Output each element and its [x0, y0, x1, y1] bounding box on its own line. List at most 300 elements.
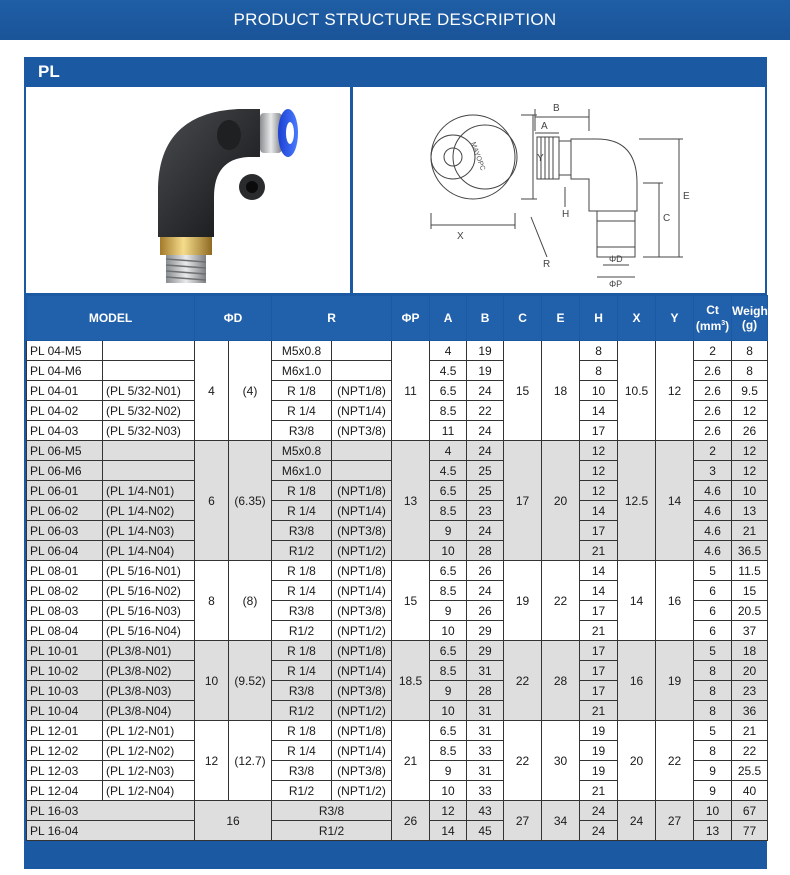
- p-cell: 15: [392, 561, 430, 641]
- model-cell: PL 10-01: [27, 641, 103, 661]
- table-row: [27, 441, 768, 461]
- model-cell: PL 06-03: [27, 521, 103, 541]
- header-p: ΦP: [392, 296, 430, 341]
- npt-cell: (NPT1/4): [332, 401, 392, 421]
- thread-cell: R3/8: [272, 601, 332, 621]
- weight-cell: 37: [732, 621, 768, 641]
- weight-cell: 36.5: [732, 541, 768, 561]
- b-cell: 25: [467, 461, 504, 481]
- dimension-diagram: [353, 87, 765, 293]
- tube-od-cell: 6: [195, 441, 229, 561]
- model-cell: PL 04-01: [27, 381, 103, 401]
- npt-cell: (NPT1/4): [332, 741, 392, 761]
- model-inch-cell: (PL 5/16-N02): [103, 581, 195, 601]
- npt-cell: (NPT1/8): [332, 721, 392, 741]
- model-cell: PL 06-M5: [27, 441, 103, 461]
- npt-cell: (NPT1/8): [332, 641, 392, 661]
- h-cell: 21: [580, 781, 618, 801]
- header-h: H: [580, 296, 618, 341]
- header-d: ΦD: [195, 296, 272, 341]
- ct-cell: 5: [694, 641, 732, 661]
- a-cell: 4: [430, 441, 467, 461]
- npt-cell: (NPT1/2): [332, 621, 392, 641]
- h-cell: 17: [580, 661, 618, 681]
- model-inch-cell: (PL 1/4-N04): [103, 541, 195, 561]
- weight-cell: 15: [732, 581, 768, 601]
- e-cell: 28: [542, 641, 580, 721]
- label-y: Y: [537, 153, 544, 164]
- h-cell: 14: [580, 501, 618, 521]
- ct-cell: 2: [694, 341, 732, 361]
- h-cell: 24: [580, 801, 618, 821]
- header-e: E: [542, 296, 580, 341]
- y-cell: 16: [656, 561, 694, 641]
- b-cell: 33: [467, 741, 504, 761]
- a-cell: 10: [430, 541, 467, 561]
- npt-cell: (NPT1/4): [332, 581, 392, 601]
- b-cell: 43: [467, 801, 504, 821]
- c-cell: 15: [504, 341, 542, 441]
- x-cell: 24: [618, 801, 656, 841]
- thread-cell: R 1/4: [272, 501, 332, 521]
- b-cell: 24: [467, 381, 504, 401]
- model-cell: PL 16-03: [27, 801, 195, 821]
- model-inch-cell: (PL3/8-N01): [103, 641, 195, 661]
- ct-cell: 6: [694, 601, 732, 621]
- h-cell: 14: [580, 401, 618, 421]
- weight-cell: 12: [732, 401, 768, 421]
- elbow-body: [571, 139, 637, 211]
- label-e: E: [683, 191, 690, 202]
- tube-od-inch-cell: (9.52): [229, 641, 272, 721]
- h-cell: 17: [580, 521, 618, 541]
- tube-od-cell: 4: [195, 341, 229, 441]
- model-inch-cell: [103, 441, 195, 461]
- b-cell: 31: [467, 701, 504, 721]
- model-cell: PL 08-02: [27, 581, 103, 601]
- c-cell: 17: [504, 441, 542, 561]
- model-inch-cell: [103, 361, 195, 381]
- model-cell: PL 04-M5: [27, 341, 103, 361]
- thread-cell: M6x1.0: [272, 361, 332, 381]
- x-cell: 10.5: [618, 341, 656, 441]
- a-cell: 8.5: [430, 741, 467, 761]
- h-cell: 8: [580, 341, 618, 361]
- ct-cell: 13: [694, 821, 732, 841]
- a-cell: 11: [430, 421, 467, 441]
- weight-cell: 18: [732, 641, 768, 661]
- y-cell: 19: [656, 641, 694, 721]
- npt-cell: [332, 361, 392, 381]
- model-inch-cell: [103, 461, 195, 481]
- h-cell: 14: [580, 561, 618, 581]
- ring-text: MAYOPC: [469, 141, 486, 172]
- thread-cell: R1/2: [272, 701, 332, 721]
- ct-cell: 2.6: [694, 401, 732, 421]
- thread-cell: M6x1.0: [272, 461, 332, 481]
- b-cell: 22: [467, 401, 504, 421]
- h-cell: 21: [580, 701, 618, 721]
- thread-cell: R 1/8: [272, 481, 332, 501]
- a-cell: 9: [430, 521, 467, 541]
- table-row: [27, 641, 768, 661]
- b-cell: 28: [467, 681, 504, 701]
- model-cell: PL 04-03: [27, 421, 103, 441]
- ct-cell: 8: [694, 681, 732, 701]
- weight-cell: 23: [732, 681, 768, 701]
- a-cell: 8.5: [430, 661, 467, 681]
- model-inch-cell: (PL3/8-N02): [103, 661, 195, 681]
- weight-cell: 67: [732, 801, 768, 821]
- thread-cell: R 1/4: [272, 661, 332, 681]
- h-cell: 17: [580, 421, 618, 441]
- b-cell: 24: [467, 421, 504, 441]
- a-cell: 4.5: [430, 461, 467, 481]
- label-b: B: [553, 103, 560, 114]
- b-cell: 29: [467, 621, 504, 641]
- model-cell: PL 06-01: [27, 481, 103, 501]
- table-row: [27, 801, 768, 821]
- label-c: C: [663, 213, 671, 224]
- label-h: H: [562, 209, 570, 220]
- table-row: [27, 341, 768, 361]
- thread-cell: R 1/4: [272, 741, 332, 761]
- model-inch-cell: (PL 1/2-N02): [103, 741, 195, 761]
- b-cell: 31: [467, 761, 504, 781]
- p-cell: 13: [392, 441, 430, 561]
- weight-cell: 20.5: [732, 601, 768, 621]
- npt-cell: (NPT1/4): [332, 661, 392, 681]
- npt-cell: (NPT1/4): [332, 501, 392, 521]
- npt-cell: (NPT1/8): [332, 381, 392, 401]
- weight-cell: 9.5: [732, 381, 768, 401]
- a-cell: 9: [430, 761, 467, 781]
- model-cell: PL 06-02: [27, 501, 103, 521]
- b-cell: 29: [467, 641, 504, 661]
- page-banner: [0, 0, 790, 40]
- c-cell: 22: [504, 721, 542, 801]
- elbow-fitting-image: [26, 87, 350, 293]
- ct-cell: 9: [694, 761, 732, 781]
- h-cell: 17: [580, 641, 618, 661]
- npt-cell: (NPT1/2): [332, 541, 392, 561]
- a-cell: 10: [430, 781, 467, 801]
- model-cell: PL 08-03: [27, 601, 103, 621]
- table-row: [27, 721, 768, 741]
- header-model: MODEL: [27, 296, 195, 341]
- tube-od-cell: 10: [195, 641, 229, 721]
- a-cell: 8.5: [430, 401, 467, 421]
- a-cell: 9: [430, 601, 467, 621]
- a-cell: 8.5: [430, 501, 467, 521]
- front-view-right-ring: [453, 125, 517, 189]
- model-cell: PL 10-03: [27, 681, 103, 701]
- thread-cell: R 1/8: [272, 561, 332, 581]
- weight-cell: 12: [732, 461, 768, 481]
- e-cell: 34: [542, 801, 580, 841]
- h-cell: 24: [580, 821, 618, 841]
- a-cell: 6.5: [430, 381, 467, 401]
- ct-cell: 8: [694, 701, 732, 721]
- thread-cell: R 1/4: [272, 581, 332, 601]
- model-cell: PL 12-02: [27, 741, 103, 761]
- a-cell: 10: [430, 621, 467, 641]
- thread-cell: R3/8: [272, 521, 332, 541]
- model-inch-cell: (PL 1/2-N04): [103, 781, 195, 801]
- model-inch-cell: [103, 341, 195, 361]
- thread-cell: R 1/8: [272, 381, 332, 401]
- ct-cell: 2.6: [694, 421, 732, 441]
- x-cell: 20: [618, 721, 656, 801]
- tube-od-inch-cell: (8): [229, 561, 272, 641]
- label-r: R: [543, 259, 551, 270]
- header-y: Y: [656, 296, 694, 341]
- ct-cell: 4.6: [694, 541, 732, 561]
- model-cell: PL 10-02: [27, 661, 103, 681]
- h-cell: 21: [580, 541, 618, 561]
- weight-cell: 36: [732, 701, 768, 721]
- weight-cell: 22: [732, 741, 768, 761]
- b-cell: 26: [467, 561, 504, 581]
- weight-cell: 8: [732, 341, 768, 361]
- b-cell: 26: [467, 601, 504, 621]
- c-cell: 27: [504, 801, 542, 841]
- product-photo: [26, 87, 350, 293]
- p-cell: 26: [392, 801, 430, 841]
- header-x: X: [618, 296, 656, 341]
- weight-cell: 26: [732, 421, 768, 441]
- section-title: PL: [38, 62, 60, 81]
- p-cell: 18.5: [392, 641, 430, 721]
- weight-cell: 40: [732, 781, 768, 801]
- thread-cell: R3/8: [272, 681, 332, 701]
- weight-cell: 21: [732, 721, 768, 741]
- b-cell: 45: [467, 821, 504, 841]
- c-cell: 22: [504, 641, 542, 721]
- ct-cell: 3: [694, 461, 732, 481]
- model-cell: PL 04-M6: [27, 361, 103, 381]
- table-header-row: [27, 296, 768, 341]
- technical-drawing: [353, 87, 765, 293]
- model-cell: PL 12-01: [27, 721, 103, 741]
- a-cell: 14: [430, 821, 467, 841]
- tube-od-inch-cell: (12.7): [229, 721, 272, 801]
- model-cell: PL 06-M6: [27, 461, 103, 481]
- ct-cell: 4.6: [694, 481, 732, 501]
- h-cell: 17: [580, 601, 618, 621]
- weight-cell: 11.5: [732, 561, 768, 581]
- label-x: X: [457, 231, 464, 242]
- b-cell: 24: [467, 441, 504, 461]
- h-cell: 19: [580, 761, 618, 781]
- npt-cell: (NPT3/8): [332, 521, 392, 541]
- weight-cell: 12: [732, 441, 768, 461]
- e-cell: 30: [542, 721, 580, 801]
- a-cell: 12: [430, 801, 467, 821]
- weight-cell: 20: [732, 661, 768, 681]
- weight-cell: 13: [732, 501, 768, 521]
- thread-cell: R1/2: [272, 541, 332, 561]
- thread-cell: R1/2: [272, 821, 392, 841]
- b-cell: 19: [467, 361, 504, 381]
- model-inch-cell: (PL3/8-N04): [103, 701, 195, 721]
- ct-cell: 5: [694, 561, 732, 581]
- npt-cell: (NPT3/8): [332, 761, 392, 781]
- thread-cell: R3/8: [272, 761, 332, 781]
- a-cell: 4.5: [430, 361, 467, 381]
- npt-cell: (NPT1/2): [332, 781, 392, 801]
- header-a: A: [430, 296, 467, 341]
- ct-cell: 2.6: [694, 381, 732, 401]
- thread-cell: M5x0.8: [272, 441, 332, 461]
- h-cell: 12: [580, 481, 618, 501]
- model-inch-cell: (PL 5/16-N01): [103, 561, 195, 581]
- b-cell: 31: [467, 721, 504, 741]
- h-cell: 19: [580, 721, 618, 741]
- y-cell: 27: [656, 801, 694, 841]
- x-cell: 16: [618, 641, 656, 721]
- label-d: ΦD: [609, 254, 623, 264]
- a-cell: 6.5: [430, 641, 467, 661]
- model-cell: PL 12-03: [27, 761, 103, 781]
- h-cell: 12: [580, 461, 618, 481]
- npt-cell: (NPT3/8): [332, 681, 392, 701]
- model-cell: PL 12-04: [27, 781, 103, 801]
- b-cell: 24: [467, 521, 504, 541]
- thread-cell: R 1/4: [272, 401, 332, 421]
- npt-cell: (NPT3/8): [332, 601, 392, 621]
- model-inch-cell: (PL 1/2-N01): [103, 721, 195, 741]
- model-inch-cell: (PL 5/32-N03): [103, 421, 195, 441]
- illustration-row: [26, 87, 765, 293]
- b-cell: 28: [467, 541, 504, 561]
- h-cell: 8: [580, 361, 618, 381]
- npt-cell: (NPT1/8): [332, 481, 392, 501]
- b-cell: 31: [467, 661, 504, 681]
- ct-cell: 2: [694, 441, 732, 461]
- a-cell: 9: [430, 681, 467, 701]
- a-cell: 10: [430, 701, 467, 721]
- model-inch-cell: (PL 5/16-N04): [103, 621, 195, 641]
- npt-cell: [332, 441, 392, 461]
- header-c: C: [504, 296, 542, 341]
- banner-title: PRODUCT STRUCTURE DESCRIPTION: [233, 10, 557, 29]
- npt-cell: [332, 461, 392, 481]
- ct-cell: 6: [694, 621, 732, 641]
- x-cell: 14: [618, 561, 656, 641]
- thread-cell: R3/8: [272, 421, 332, 441]
- spec-table-body: [27, 341, 768, 841]
- ct-cell: 10: [694, 801, 732, 821]
- ct-cell: 8: [694, 661, 732, 681]
- model-inch-cell: (PL 1/4-N02): [103, 501, 195, 521]
- y-cell: 22: [656, 721, 694, 801]
- label-p: ΦP: [609, 279, 623, 289]
- b-cell: 24: [467, 581, 504, 601]
- a-cell: 6.5: [430, 721, 467, 741]
- thread-cell: R1/2: [272, 781, 332, 801]
- model-inch-cell: (PL 5/32-N01): [103, 381, 195, 401]
- tube-od-cell: 16: [195, 801, 272, 841]
- b-cell: 23: [467, 501, 504, 521]
- weight-cell: 10: [732, 481, 768, 501]
- table-row: [27, 561, 768, 581]
- thread-cell: R 1/8: [272, 641, 332, 661]
- header-r: R: [272, 296, 392, 341]
- y-cell: 14: [656, 441, 694, 561]
- x-cell: 12.5: [618, 441, 656, 561]
- a-cell: 6.5: [430, 561, 467, 581]
- header-b: B: [467, 296, 504, 341]
- model-inch-cell: (PL 5/16-N03): [103, 601, 195, 621]
- header-ct: Ct $(mm^3)$: [694, 296, 732, 341]
- a-cell: 4: [430, 341, 467, 361]
- c-cell: 19: [504, 561, 542, 641]
- ct-cell: 5: [694, 721, 732, 741]
- y-cell: 12: [656, 341, 694, 441]
- npt-cell: [332, 341, 392, 361]
- thread-cell: R3/8: [272, 801, 392, 821]
- h-cell: 19: [580, 741, 618, 761]
- weight-cell: 25.5: [732, 761, 768, 781]
- model-inch-cell: (PL 1/4-N03): [103, 521, 195, 541]
- weight-cell: 77: [732, 821, 768, 841]
- model-inch-cell: (PL3/8-N03): [103, 681, 195, 701]
- model-inch-cell: (PL 5/32-N02): [103, 401, 195, 421]
- model-cell: PL 08-04: [27, 621, 103, 641]
- e-cell: 18: [542, 341, 580, 441]
- label-a: A: [541, 121, 548, 132]
- a-cell: 8.5: [430, 581, 467, 601]
- tube-od-cell: 12: [195, 721, 229, 801]
- weight-cell: 21: [732, 521, 768, 541]
- ct-cell: 4.6: [694, 501, 732, 521]
- npt-cell: (NPT1/2): [332, 701, 392, 721]
- thread-cell: M5x0.8: [272, 341, 332, 361]
- tube-socket: [597, 211, 635, 257]
- hex-section: [559, 141, 571, 175]
- product-panel: [24, 57, 772, 869]
- weight-cell: 8: [732, 361, 768, 381]
- h-cell: 21: [580, 621, 618, 641]
- e-cell: 20: [542, 441, 580, 561]
- ct-cell: 4.6: [694, 521, 732, 541]
- b-cell: 25: [467, 481, 504, 501]
- thread-cell: R1/2: [272, 621, 332, 641]
- p-cell: 21: [392, 721, 430, 801]
- ct-cell: 6: [694, 581, 732, 601]
- p-cell: 11: [392, 341, 430, 441]
- npt-cell: (NPT3/8): [332, 421, 392, 441]
- model-cell: PL 10-04: [27, 701, 103, 721]
- h-cell: 17: [580, 681, 618, 701]
- model-cell: PL 16-04: [27, 821, 195, 841]
- h-cell: 14: [580, 581, 618, 601]
- spec-table: [26, 295, 772, 841]
- npt-cell: (NPT1/8): [332, 561, 392, 581]
- model-cell: PL 08-01: [27, 561, 103, 581]
- ct-cell: 8: [694, 741, 732, 761]
- tube-od-inch-cell: (4): [229, 341, 272, 441]
- b-cell: 33: [467, 781, 504, 801]
- h-cell: 12: [580, 441, 618, 461]
- a-cell: 6.5: [430, 481, 467, 501]
- model-inch-cell: (PL 1/2-N03): [103, 761, 195, 781]
- h-cell: 10: [580, 381, 618, 401]
- e-cell: 22: [542, 561, 580, 641]
- header-weight: Weight (g): [732, 296, 768, 341]
- b-cell: 19: [467, 341, 504, 361]
